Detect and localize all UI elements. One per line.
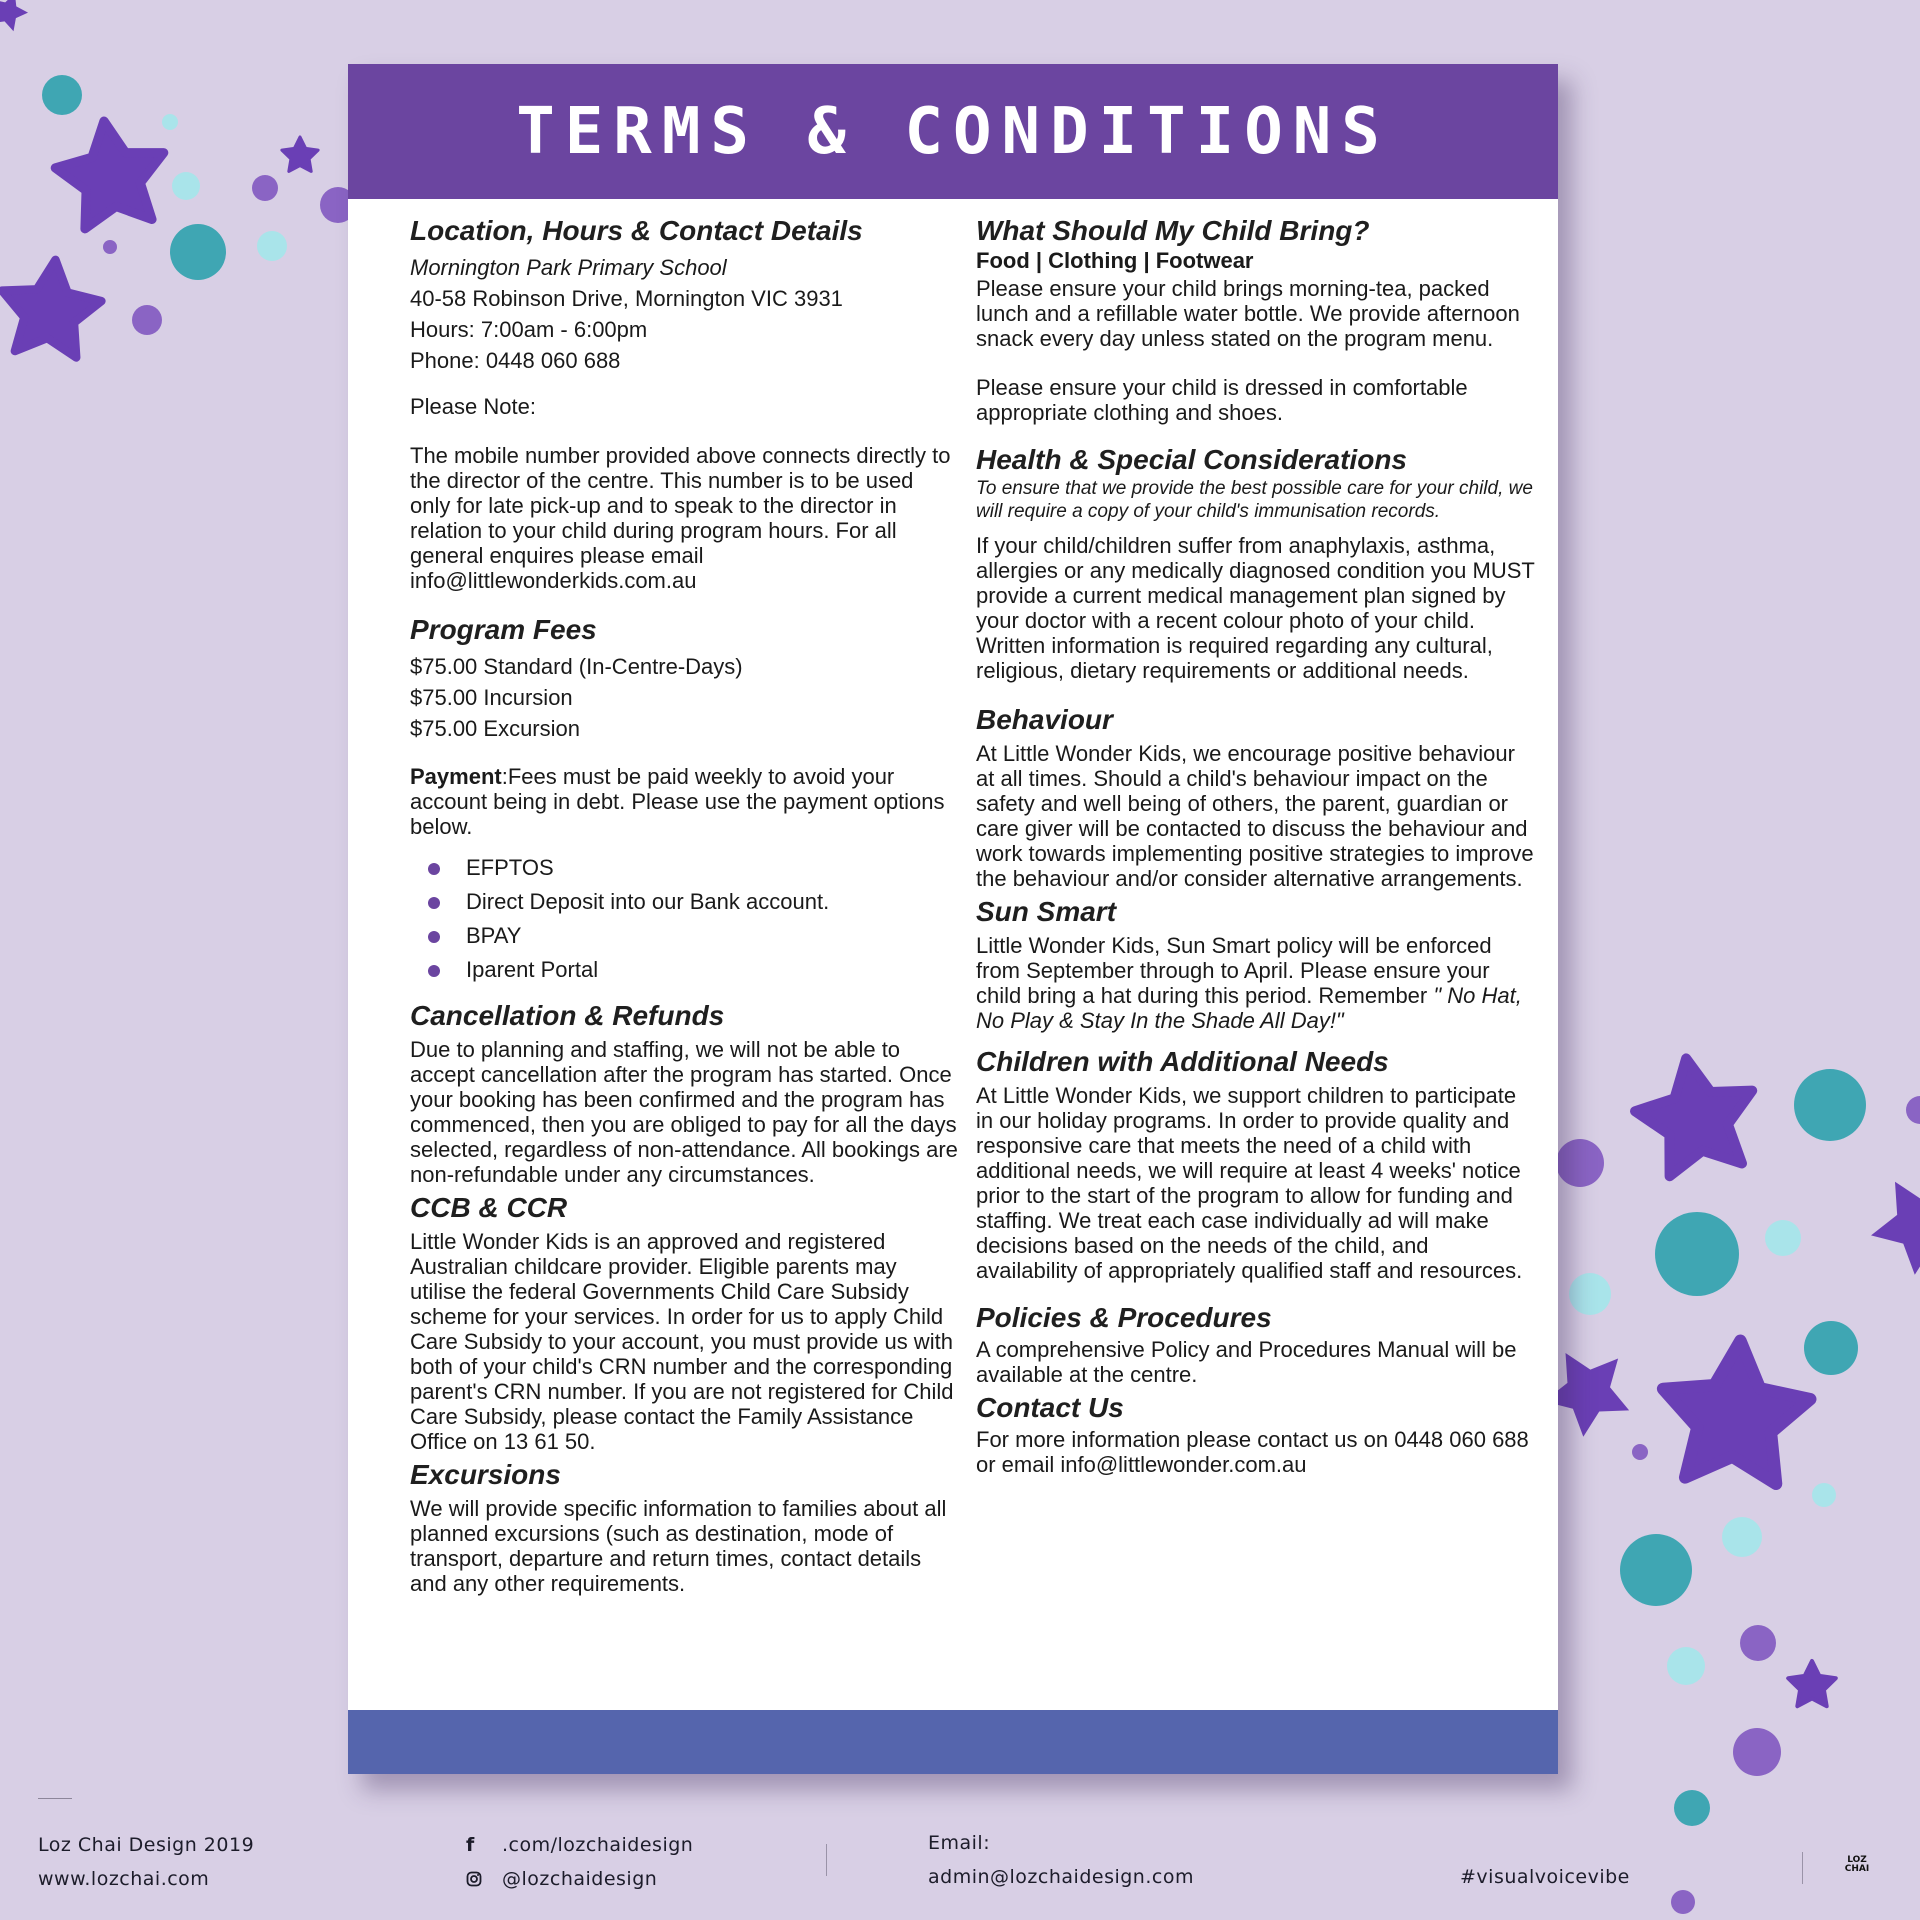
fee-item: $75.00 Incursion bbox=[410, 685, 573, 710]
section-program-fees bbox=[410, 613, 958, 987]
school-address: 40-58 Robinson Drive, Mornington VIC 3931 bbox=[410, 286, 843, 311]
section-text: At Little Wonder Kids, we encourage positive behaviour at all times. Should a child's behaviour impact on the safety and well being of others, the parent, guardian or care giver will be contacted to discuss the behaviour and work towards implementing positive strategies to improve the behaviour and/or consider alternative arrangements. bbox=[976, 741, 1534, 891]
section-text: For more information please contact us on 0448 060 688 or email info@littlewonder.com.au bbox=[976, 1427, 1529, 1477]
sun-smart-quote: " No Hat, No Play & Stay In the Shade All Day!" bbox=[976, 983, 1522, 1033]
payment-paragraph bbox=[410, 764, 958, 839]
list-item bbox=[410, 851, 958, 885]
note-label: Please Note: bbox=[410, 394, 536, 419]
bullet-icon bbox=[428, 931, 440, 943]
section-text: At Little Wonder Kids, we support children to participate in our holiday programs. In order to provide quality and responsive care that meets the need of a child with additional needs, we will require at least 4 weeks' notice prior to the start of the program to allow for funding and staffing. We treat each case individually ad will make decisions based on the needs of the child, and availability of appropriately qualified staff and resources. bbox=[976, 1083, 1523, 1283]
section-text: A comprehensive Policy and Procedures Manual will be available at the centre. bbox=[976, 1337, 1517, 1387]
section-sun-smart bbox=[976, 895, 1536, 1033]
section-heading: CCB & CCR bbox=[410, 1192, 568, 1223]
section-policies bbox=[976, 1301, 1536, 1387]
footer-divider bbox=[826, 1844, 827, 1876]
instagram-icon bbox=[466, 1868, 490, 1890]
section-heading: Children with Additional Needs bbox=[976, 1046, 1389, 1077]
school-name: Mornington Park Primary School bbox=[410, 255, 727, 280]
section-heading: Location, Hours & Contact Details bbox=[410, 215, 863, 246]
left-column bbox=[410, 214, 958, 1596]
section-ccb-ccr bbox=[410, 1191, 958, 1454]
note-text: The mobile number provided above connects directly to the director of the centre. This number is to be used only for late pick-up and to speak to the director in relation to your child during program hours. For all general enquires please email info@littlewonderkids.com.au bbox=[410, 443, 951, 593]
payment-options bbox=[410, 851, 958, 987]
phone-number: Phone: 0448 060 688 bbox=[410, 348, 621, 373]
section-text bbox=[976, 933, 1536, 1033]
list-item bbox=[410, 885, 958, 919]
section-health bbox=[976, 443, 1536, 683]
health-intro: To ensure that we provide the best possible care for your child, we will require a copy of your child's immunisation records. bbox=[976, 478, 1533, 522]
document-header bbox=[348, 64, 1558, 199]
section-text: Please ensure your child is dressed in comfortable appropriate clothing and shoes. bbox=[976, 375, 1468, 425]
fee-item: $75.00 Excursion bbox=[410, 716, 580, 741]
facebook-icon: f bbox=[466, 1834, 475, 1856]
document-footer-band bbox=[348, 1710, 1558, 1774]
section-heading: Cancellation & Refunds bbox=[410, 1000, 725, 1031]
section-heading: Health & Special Considerations bbox=[976, 444, 1407, 475]
section-text: Please ensure your child brings morning-tea, packed lunch and a refillable water bottle. We provide afternoon snack every day unless stated on the program menu. bbox=[976, 276, 1520, 351]
section-location bbox=[410, 214, 958, 593]
section-heading: Program Fees bbox=[410, 614, 597, 645]
section-excursions bbox=[410, 1458, 958, 1596]
sun-smart-text: Little Wonder Kids, Sun Smart policy will be enforced from September through to April. Please ensure your child bring a hat during this period. Remember bbox=[976, 933, 1492, 1008]
website-link[interactable]: www.lozchai.com bbox=[38, 1868, 210, 1890]
section-subheading: Food | Clothing | Footwear bbox=[976, 248, 1254, 273]
instagram-handle: @lozchaidesign bbox=[502, 1868, 658, 1890]
terms-document bbox=[348, 64, 1558, 1774]
section-heading: Sun Smart bbox=[976, 896, 1117, 927]
section-text: Little Wonder Kids is an approved and registered Australian childcare provider. Eligible parents may utilise the federal Governments Child Care Subsidy scheme for your services. In order for us to apply Child Care Subsidy to your account, you must provide us with both of your child's CRN number and the corresponding parent's CRN number. If you are not registered for Child Care Subsidy, please contact the Family Assistance Office on 13 61 50. bbox=[410, 1229, 954, 1454]
payment-option: BPAY bbox=[466, 923, 522, 948]
bullet-icon bbox=[428, 897, 440, 909]
brand-name: Loz Chai Design 2019 bbox=[38, 1834, 255, 1856]
footer-divider bbox=[38, 1798, 72, 1799]
section-text: Due to planning and staffing, we will not be able to accept cancellation after the program has started. Once your booking has been confirmed and the program has commenced, then you are obliged to pay for all the days selected, regardless of non-attendance. All bookings are non-refundable under any circumstances. bbox=[410, 1037, 958, 1187]
section-heading: Policies & Procedures bbox=[976, 1302, 1272, 1333]
section-additional-needs bbox=[976, 1045, 1536, 1283]
fee-item: $75.00 Standard (In-Centre-Days) bbox=[410, 654, 743, 679]
opening-hours: Hours: 7:00am - 6:00pm bbox=[410, 317, 648, 342]
section-heading: Excursions bbox=[410, 1459, 561, 1490]
bullet-icon bbox=[428, 965, 440, 977]
decorative-stars-bottom-right bbox=[1528, 1048, 1920, 1706]
payment-option: EFPTOS bbox=[466, 855, 554, 880]
decorative-dots-top-left bbox=[42, 75, 356, 335]
payment-option: Iparent Portal bbox=[466, 957, 599, 982]
section-text: If your child/children suffer from anaphylaxis, asthma, allergies or any medically diagnosed condition you MUST provide a current medical management plan signed by your doctor with a recent colour photo of your child. Written information is required regarding any cultural, religious, dietary requirements or additional needs. bbox=[976, 533, 1535, 683]
list-item bbox=[410, 919, 958, 953]
bullet-icon bbox=[428, 863, 440, 875]
footer-divider bbox=[1802, 1852, 1803, 1884]
section-heading: Behaviour bbox=[976, 704, 1113, 735]
right-column bbox=[976, 214, 1536, 1477]
loz-chai-logo: LOZ CHAI bbox=[1844, 1855, 1870, 1874]
list-item bbox=[410, 953, 958, 987]
section-heading: What Should My Child Bring? bbox=[976, 215, 1370, 246]
facebook-handle: .com/lozchaidesign bbox=[502, 1834, 694, 1856]
payment-text: :Fees must be paid weekly to avoid your account being in debt. Please use the payment options below. bbox=[410, 764, 945, 839]
payment-option: Direct Deposit into our Bank account. bbox=[466, 889, 830, 914]
hashtag: #visualvoicevibe bbox=[1460, 1866, 1630, 1888]
section-text: We will provide specific information to families about all planned excursions (such as destination, mode of transport, departure and return times, contact details and any other requirements. bbox=[410, 1496, 947, 1596]
instagram-link[interactable] bbox=[466, 1868, 657, 1890]
facebook-link[interactable] bbox=[466, 1834, 693, 1856]
section-cancellation bbox=[410, 999, 958, 1187]
email-link[interactable]: admin@lozchaidesign.com bbox=[928, 1866, 1194, 1888]
email-label: Email: bbox=[928, 1832, 991, 1854]
decorative-stars-top-left bbox=[0, 0, 318, 360]
page-footer bbox=[0, 1790, 1920, 1920]
document-title: TERMS & CONDITIONS bbox=[516, 94, 1390, 169]
section-heading: Contact Us bbox=[976, 1392, 1124, 1423]
section-contact bbox=[976, 1391, 1536, 1477]
decorative-dots-bottom-right bbox=[1556, 1069, 1920, 1914]
payment-label: Payment bbox=[410, 764, 502, 789]
section-behaviour bbox=[976, 703, 1536, 891]
section-what-to-bring bbox=[976, 214, 1536, 425]
